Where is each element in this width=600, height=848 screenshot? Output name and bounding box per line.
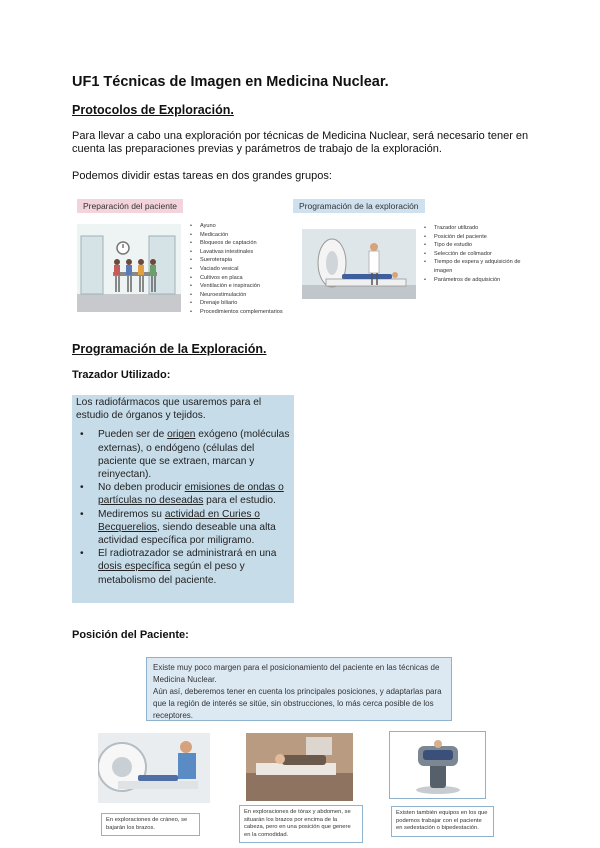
list-item [76, 428, 290, 481]
list-item: • Selección de colimador [424, 250, 530, 259]
bullet-text: No deben producir [98, 482, 185, 494]
caption-1: En exploraciones de cráneo, se bajarán los brazos. [101, 813, 200, 836]
bullet-text: Mediremos su [98, 508, 165, 520]
list-item: • Tipo de estudio [424, 241, 530, 250]
caption-3: Existen también equipos en los que podemos trabajar con el paciente en sedestación o bipedestación. [391, 806, 494, 837]
list-item: • Lavativas intestinales [190, 248, 300, 257]
list-item: • Ventilación e inspiración [190, 282, 300, 291]
list-item: • Procedimientos complementarios [190, 308, 300, 317]
prog-list [424, 224, 530, 284]
protocolos-paragraph: Para llevar a cabo una exploración por técnicas de Medicina Nuclear, será necesario tener en cuenta las preparaciones previas y parámetros de trabajo de la exploración. [72, 130, 529, 155]
groups-intro: Podemos dividir estas tareas en dos grandes grupos: [72, 170, 332, 182]
waiting-room-illustration [77, 224, 181, 312]
scanner-illustration [302, 229, 416, 299]
list-item: • Vaciado vesical [190, 265, 300, 274]
list-item: • Sueroterapia [190, 256, 300, 265]
bullet-text: según el peso y metabolismo del paciente. [98, 561, 245, 586]
list-item: • Drenaje biliario [190, 299, 300, 308]
thorax-scan-icon [246, 733, 353, 801]
seated-scan-photo [389, 731, 486, 799]
bullet-text: Pueden ser de [98, 429, 168, 441]
seated-scan-icon [390, 732, 485, 798]
list-item: • Posición del paciente [424, 233, 530, 242]
programacion-heading: Programación de la Exploración. [72, 342, 267, 356]
bullet-emphasis: emisiones de ondas o partículas no deseadas [98, 482, 284, 507]
thorax-scan-photo [246, 733, 353, 801]
bullet-text: El radiotrazador se administrará en una [98, 548, 277, 560]
scanner-icon [302, 229, 416, 299]
head-scan-icon [98, 733, 210, 803]
bullet-emphasis: origen [167, 429, 196, 441]
list-item: • Cultivos en placa [190, 274, 300, 283]
posicion-line1: Existe muy poco margen para el posicionamiento del paciente en las técnicas de Medicina Nuclear. [153, 663, 440, 684]
bullet-emphasis: actividad en Curies o Becquerelios [98, 508, 260, 533]
bullet-text: para el estudio. [203, 495, 276, 507]
list-item: • Bloqueos de captación [190, 239, 300, 248]
bullet-text: exógeno (moléculas externas), o endógeno (células del paciente que se extraen, marcan y reinyectan). [98, 429, 290, 481]
bullet-text: , siendo deseable una alta actividad específica por miligramo. [98, 521, 276, 547]
list-item: • Parámetros de adquisición [424, 276, 530, 285]
list-item: • Medicación [190, 231, 300, 240]
page-title: UF1 Técnicas de Imagen en Medicina Nuclear. [72, 74, 389, 90]
posicion-heading: Posición del Paciente: [72, 629, 189, 641]
list-item [76, 547, 290, 587]
protocolos-heading: Protocolos de Exploración. [72, 103, 234, 117]
list-item: • Ayuno [190, 222, 300, 231]
trazador-bullets [76, 428, 290, 586]
bullet-emphasis: dosis específica [98, 561, 171, 573]
list-item: • Trazador utilizado [424, 224, 530, 233]
caption-2: En exploraciones de tórax y abdomen, se situarán los brazos por encima de la cabeza, pero en una posición que genere en la comodidad. [239, 805, 363, 843]
head-scan-photo [98, 733, 210, 803]
posicion-box [146, 657, 452, 721]
prep-list [190, 222, 300, 317]
list-item: • Neuroestimulación [190, 291, 300, 300]
list-item: • Tiempo de espera y adquisición de imagen [424, 258, 530, 275]
posicion-line2: Aún así, deberemos tener en cuenta los principales posiciones, y adaptarlas para que la región de interés se sitúe, sin obstrucciones, lo más cerca posible de los receptores. [153, 687, 442, 720]
trazador-intro: Los radiofármacos que usaremos para el estudio de órganos y tejidos. [76, 397, 262, 422]
trazador-heading: Trazador Utilizado: [72, 369, 171, 381]
trazador-box [72, 395, 294, 603]
waiting-room-icon [77, 224, 181, 312]
prep-label: Preparación del paciente [77, 199, 183, 213]
prog-label: Programación de la exploración [293, 199, 425, 213]
list-item [76, 481, 290, 507]
list-item [76, 508, 290, 548]
